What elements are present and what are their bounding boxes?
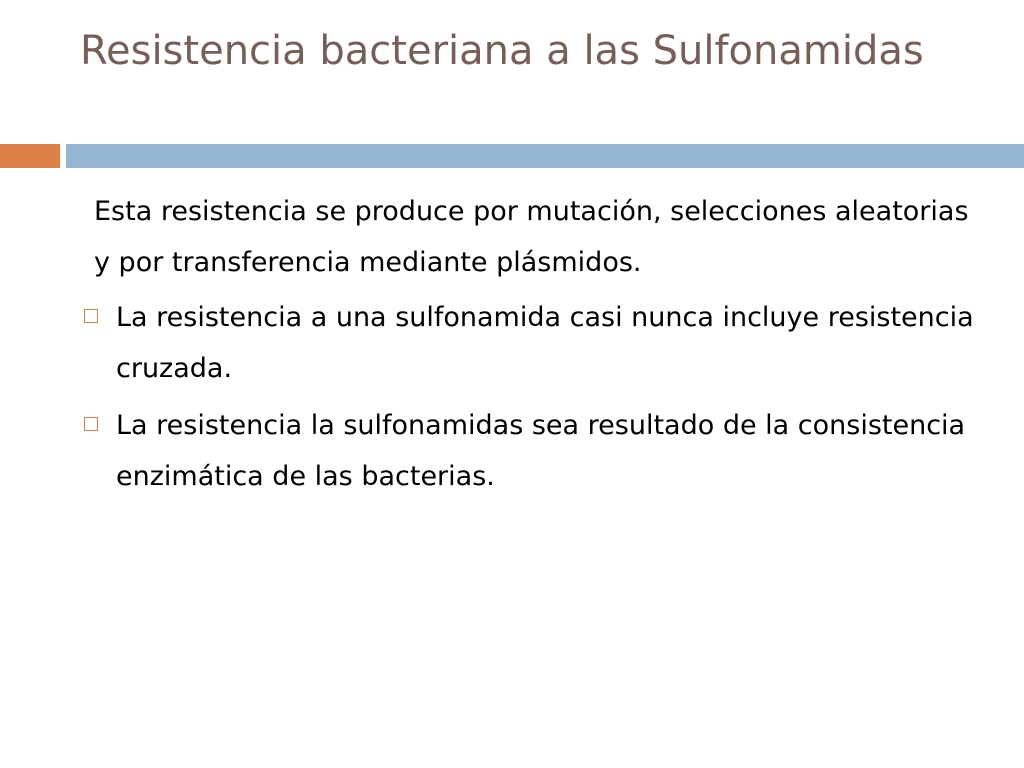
bullet-item	[80, 400, 980, 502]
title-accent-bar-orange	[0, 144, 60, 168]
bullet-text: La resistencia la sulfonamidas sea resultado de la consistencia enzimática de las bacterias.	[116, 410, 966, 492]
title-accent-bar-blue	[66, 144, 1024, 168]
bullet-text: La resistencia a una sulfonamida casi nunca incluye resistencia cruzada.	[116, 302, 974, 384]
hollow-square-bullet-icon	[84, 417, 98, 431]
slide-title: Resistencia bacteriana a las Sulfonamidas	[80, 28, 924, 74]
slide-body	[80, 186, 980, 508]
hollow-square-bullet-icon	[84, 309, 98, 323]
bullet-item	[80, 292, 980, 394]
intro-paragraph: Esta resistencia se produce por mutación, selecciones aleatorias y por transferencia mediante plásmidos.	[94, 196, 969, 278]
